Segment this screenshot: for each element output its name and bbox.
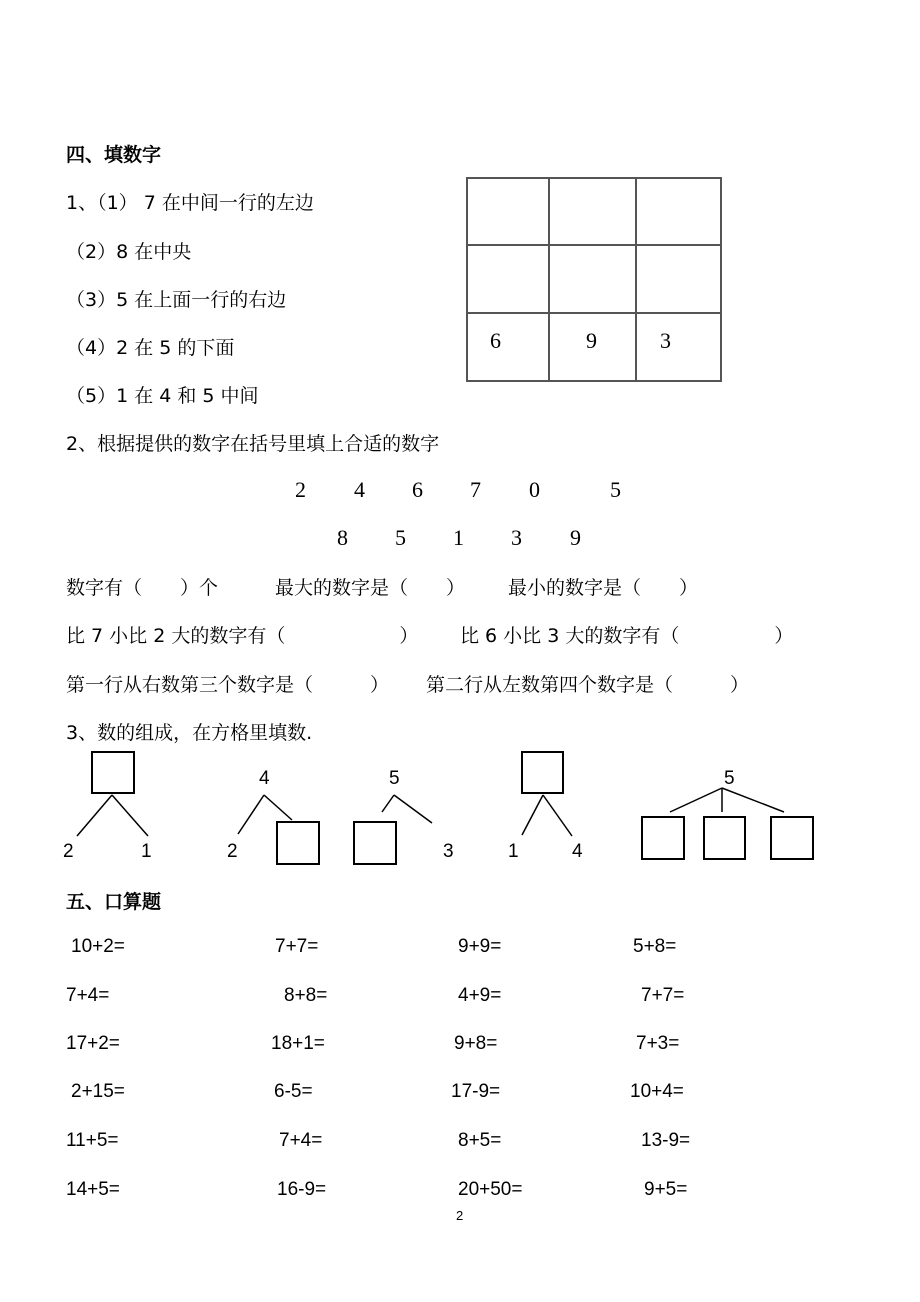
q1-clue-3: （3）5 在上面一行的右边 — [66, 289, 287, 311]
q2-row1-digit: 5 — [610, 477, 621, 502]
math-problem: 7+4= — [279, 1130, 323, 1151]
math-problem: 14+5= — [66, 1179, 120, 1200]
tree-3-total: 5 — [389, 768, 400, 789]
math-problem: 20+50= — [458, 1179, 523, 1200]
tree-5-total: 5 — [724, 768, 735, 789]
q2-blank-row2-fourth-from-left[interactable]: 第二行从左数第四个数字是（ ） — [426, 674, 750, 696]
math-problem: 10+4= — [630, 1081, 684, 1102]
math-problem: 18+1= — [271, 1033, 325, 1054]
math-problem: 9+5= — [644, 1179, 688, 1200]
q1-clue-1: 1、（1） 7 在中间一行的左边 — [66, 192, 314, 214]
math-problem: 17+2= — [66, 1033, 120, 1054]
q2-blank-between-2-7[interactable]: 比 7 小比 2 大的数字有（ ） — [66, 625, 419, 647]
math-problem: 13-9= — [641, 1130, 691, 1151]
q2-row1-digit: 0 — [529, 477, 540, 502]
math-problem: 9+9= — [458, 936, 502, 957]
math-problem: 7+7= — [641, 985, 685, 1006]
q2-blank-between-3-6[interactable]: 比 6 小比 3 大的数字有（ ） — [460, 625, 794, 647]
q2-row2-digit: 1 — [453, 525, 464, 550]
math-problem: 7+3= — [636, 1033, 680, 1054]
q3-title: 3、数的组成，在方格里填数. — [66, 722, 313, 744]
tree-4-left-part: 1 — [508, 841, 519, 862]
answer-box[interactable] — [353, 821, 397, 865]
math-problem: 7+4= — [66, 985, 110, 1006]
tree-4-right-part: 4 — [572, 841, 583, 862]
math-problem: 11+5= — [66, 1130, 119, 1151]
tree-2-total: 4 — [259, 768, 270, 789]
math-problem: 16-9= — [277, 1179, 327, 1200]
q2-row2-digit: 3 — [511, 525, 522, 550]
grid-value-6: 6 — [490, 328, 501, 353]
tree-3-right-part: 3 — [443, 841, 454, 862]
grid-value-9: 9 — [586, 328, 597, 353]
q2-row1-digit: 6 — [412, 477, 423, 502]
q2-row1-digit: 4 — [354, 477, 365, 502]
grid-value-3: 3 — [660, 328, 671, 353]
q2-blank-count[interactable]: 数字有（ ）个 — [66, 577, 219, 599]
math-problem: 8+8= — [284, 985, 328, 1006]
answer-box[interactable] — [521, 751, 564, 794]
tree-1-right-part: 1 — [141, 841, 152, 862]
math-problem: 9+8= — [454, 1033, 498, 1054]
math-problem: 10+2= — [71, 936, 125, 957]
section-5-title: 五、口算题 — [66, 891, 162, 913]
section-4-title: 四、填数字 — [66, 144, 162, 166]
tree-2-left-part: 2 — [227, 841, 238, 862]
q2-row1-digit: 2 — [295, 477, 306, 502]
q2-blank-min[interactable]: 最小的数字是（ ） — [508, 577, 699, 599]
page-number: 2 — [456, 1208, 464, 1223]
math-problem: 4+9= — [458, 985, 502, 1006]
q2-title: 2、根据提供的数字在括号里填上合适的数字 — [66, 433, 440, 455]
answer-box[interactable] — [703, 816, 746, 860]
q1-clue-4: （4）2 在 5 的下面 — [66, 337, 235, 359]
q1-clue-5: （5）1 在 4 和 5 中间 — [66, 385, 259, 407]
answer-box[interactable] — [91, 751, 135, 794]
q2-blank-row1-third-from-right[interactable]: 第一行从右数第三个数字是（ ） — [66, 674, 390, 696]
q2-row2-digit: 5 — [395, 525, 406, 550]
math-problem: 5+8= — [633, 936, 677, 957]
q2-row2-digit: 9 — [570, 525, 581, 550]
tree-1-left-part: 2 — [63, 841, 74, 862]
answer-box[interactable] — [770, 816, 814, 860]
math-problem: 2+15= — [71, 1081, 125, 1102]
answer-box[interactable] — [276, 821, 320, 865]
math-problem: 7+7= — [275, 936, 319, 957]
q2-row2-digit: 8 — [337, 525, 348, 550]
math-problem: 8+5= — [458, 1130, 502, 1151]
q1-clue-2: （2）8 在中央 — [66, 241, 192, 263]
math-problem: 17-9= — [451, 1081, 501, 1102]
q2-row1-digit: 7 — [470, 477, 481, 502]
math-problem: 6-5= — [274, 1081, 313, 1102]
answer-box[interactable] — [641, 816, 685, 860]
q2-blank-max[interactable]: 最大的数字是（ ） — [275, 577, 466, 599]
